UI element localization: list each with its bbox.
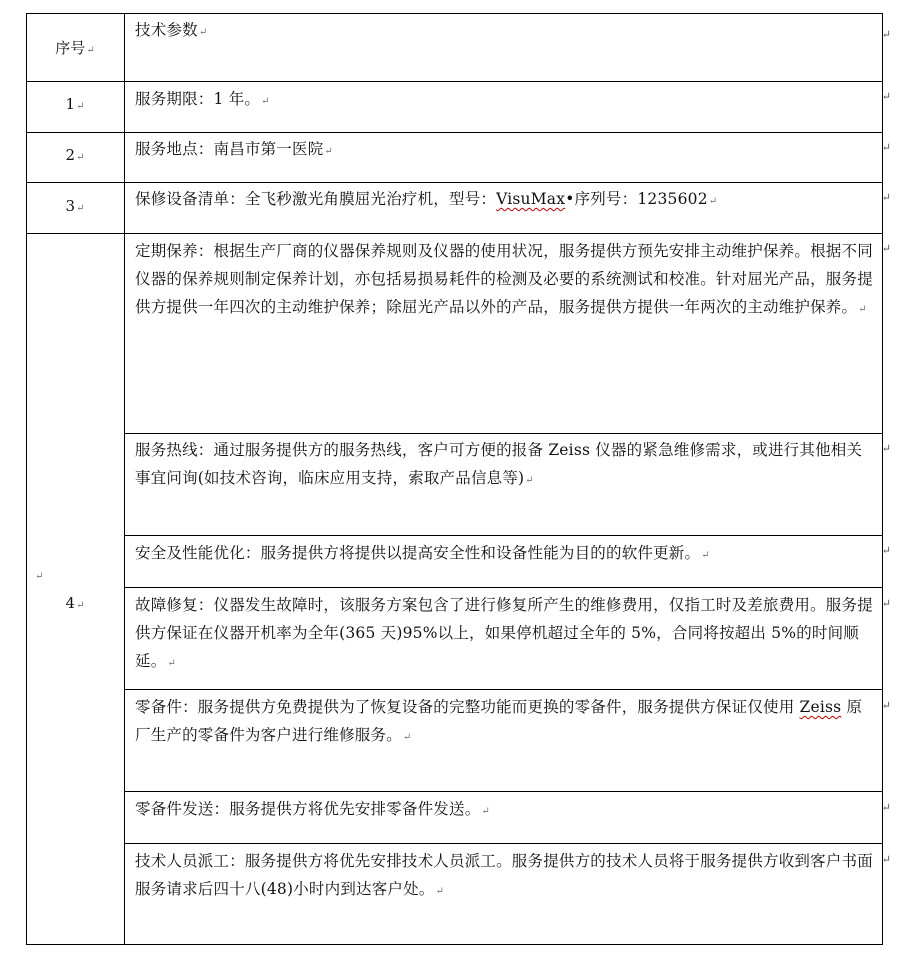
subrow-service-hotline: 服务热线：通过服务提供方的服务热线，客户可方便的报备 Zeiss 仪器的紧急维修需求，或进行其他相关事宜问询(如技术咨询，临床应用支持，索取产品信息等)↵: [135, 441, 863, 487]
tech-params-table: 序号↵ 技术参数↵ 1↵ 服务期限：1 年。↵ 2↵ 服务地点：南昌市第一医院↵ 3↵ 保修设备清单：全飞秒激光角膜屈光治疗机，型号：VisuMax•序列号：1235602↵ 4↵ ↵ 定期保养：根据生产厂商的仪器保养规则及仪器的使用状况，服务提供方预先安排主动维护保养。根据不同仪器的保养规则制定保养计划，亦包括易损易耗件的检测及必要的系统测试和校准。针对屈光产品，服务提供方提供一年四次的主动维护保养；除屈光产品以外的产品，服务提供方提供一年两次的主动维护保养。↵ 服务热线：通过服务提供方的服务热线，客户可方便的报备 Zeiss 仪器的紧急维修需求，或进行其他相关事宜问询(如技术咨询，临床应用支持，索取产品信息等)↵ 安全及性能优化：服务提供方将提供以提高安全性和设备性能为目的的软件更新。↵ 故障修复：仪器发生故障时，该服务方案包含了进行修复所产生的维修费用，仅指工时及差旅费用。服务提供方保证在仪器开机率为全年(365 天)95%以上，如果停机超过全年的 5%，合同将按超出 5%的时间顺延。↵ 零备件：服务提供方免费提供为了恢复设备的完整功能而更换的零备件，服务提供方保证仅使用 Zeiss 原厂生产的零备件为客户进行维修服务。↵ 零备件发送：服务提供方将优先安排零备件发送。↵ 技术人员派工：服务提供方将优先安排技术人员派工。服务提供方的技术人员将于服务提供方收到客户书面服务请求后四十八(48)小时内到达客户处。↵ ↵ ↵ ↵ ↵ ↵ ↵ ↵ ↵ ↵ ↵ ↵: [26, 13, 883, 945]
row-2-text: 服务地点：南昌市第一医院↵: [135, 140, 333, 158]
table-border-bottom: [26, 944, 883, 945]
header-num-label: 序号: [55, 39, 86, 57]
row-2-num: 2↵: [65, 146, 85, 164]
column-divider: [124, 13, 125, 945]
subrow-safety-optimization: 安全及性能优化：服务提供方将提供以提高安全性和设备性能为目的的软件更新。↵: [135, 544, 710, 562]
subrow-technician-dispatch: 技术人员派工：服务提供方将优先安排技术人员派工。服务提供方的技术人员将于服务提供方收到客户书面服务请求后四十八(48)小时内到达客户处。↵: [135, 852, 873, 898]
row-3-num: 3↵: [65, 197, 85, 215]
model-name: VisuMax: [496, 190, 566, 208]
header-content-label: 技术参数: [135, 21, 198, 39]
subrow-spare-parts-shipping: 零备件发送：服务提供方将优先安排零备件发送。↵: [135, 800, 490, 818]
row-1-num: 1↵: [65, 95, 85, 113]
row-4-num: 4↵: [65, 594, 85, 612]
row-3-text: 保修设备清单：全飞秒激光角膜屈光治疗机，型号：VisuMax•序列号：1235602↵: [135, 190, 718, 208]
row-1-text: 服务期限：1 年。↵: [135, 90, 270, 108]
subrow-scheduled-maintenance: 定期保养：根据生产厂商的仪器保养规则及仪器的使用状况，服务提供方预先安排主动维护保养。根据不同仪器的保养规则制定保养计划，亦包括易损易耗件的检测及必要的系统测试和校准。针对屈光产品，服务提供方提供一年四次的主动维护保养；除屈光产品以外的产品，服务提供方提供一年两次的主动维护保养。↵: [135, 242, 873, 316]
subrow-spare-parts: 零备件：服务提供方免费提供为了恢复设备的完整功能而更换的零备件，服务提供方保证仅使用 Zeiss 原厂生产的零备件为客户进行维修服务。↵: [135, 698, 863, 744]
brand-name: Zeiss: [799, 698, 842, 716]
header-content-cell: 技术参数↵: [135, 21, 208, 39]
subrow-fault-repair: 故障修复：仪器发生故障时，该服务方案包含了进行修复所产生的维修费用，仅指工时及差旅费用。服务提供方保证在仪器开机率为全年(365 天)95%以上，如果停机超过全年的 5%，合同将按超出 5%的时间顺延。↵: [135, 596, 873, 670]
table-border-top: [26, 13, 883, 14]
header-num-cell: 序号↵: [55, 39, 95, 57]
